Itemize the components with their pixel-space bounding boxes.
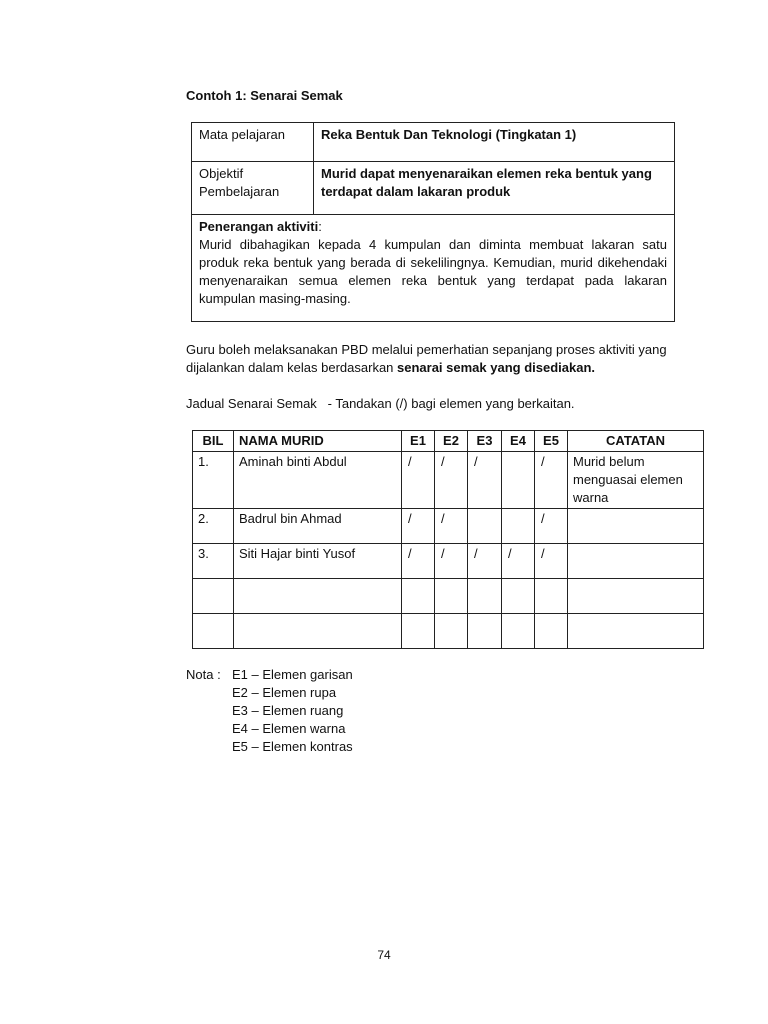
row-e3	[468, 579, 502, 614]
row-bil: 2.	[193, 509, 234, 544]
activity-cell	[192, 215, 675, 322]
row-e5: /	[535, 544, 568, 579]
row-nama	[234, 614, 402, 649]
row-e2	[435, 579, 468, 614]
row-e2: /	[435, 452, 468, 509]
row-e1	[402, 614, 435, 649]
activity-title-line	[199, 218, 667, 236]
checklist-table	[192, 430, 704, 649]
legend-label: Nota :	[186, 667, 221, 682]
objective-label	[192, 162, 314, 215]
activity-title-colon: :	[318, 219, 322, 234]
row-e5: /	[535, 509, 568, 544]
table-row	[193, 509, 704, 544]
subject-value: Reka Bentuk Dan Teknologi (Tingkatan 1)	[314, 123, 675, 162]
objective-label-line1: Objektif	[199, 166, 244, 181]
row-nama: Aminah binti Abdul	[234, 452, 402, 509]
row-bil: 1.	[193, 452, 234, 509]
header-nama: NAMA MURID	[234, 431, 402, 452]
row-bil	[193, 614, 234, 649]
activity-info-table	[191, 122, 675, 322]
legend-row	[186, 720, 353, 738]
row-e5	[535, 579, 568, 614]
legend-item: E3 – Elemen ruang	[232, 703, 344, 718]
info-row-objective	[192, 162, 675, 215]
row-catatan	[568, 579, 704, 614]
row-e4	[502, 579, 535, 614]
page-heading: Contoh 1: Senarai Semak	[186, 88, 343, 103]
row-e3	[468, 509, 502, 544]
legend-item: E5 – Elemen kontras	[232, 739, 353, 754]
checklist-instruction: Jadual Senarai Semak - Tandakan (/) bagi elemen yang berkaitan.	[186, 396, 575, 411]
legend-item: E1 – Elemen garisan	[232, 667, 353, 682]
header-e2: E2	[435, 431, 468, 452]
activity-description: Murid dibahagikan kepada 4 kumpulan dan diminta membuat lakaran satu produk reka bentuk yang berada di sekelilingnya. Kemudian, murid dikehendaki menyenaraikan semua elemen reka bentuk yang terdapat pada lakaran kumpulan masing-masing.	[199, 237, 667, 306]
assessment-text-bold: senarai semak yang disediakan.	[397, 360, 596, 375]
table-row	[193, 544, 704, 579]
row-bil: 3.	[193, 544, 234, 579]
row-e3: /	[468, 452, 502, 509]
row-e2: /	[435, 509, 468, 544]
row-e5: /	[535, 452, 568, 509]
header-e4: E4	[502, 431, 535, 452]
legend-item: E2 – Elemen rupa	[232, 685, 337, 700]
row-e1: /	[402, 452, 435, 509]
table-row	[193, 579, 704, 614]
activity-title: Penerangan aktiviti	[199, 219, 319, 234]
header-catatan: CATATAN	[568, 431, 704, 452]
row-e4	[502, 509, 535, 544]
assessment-paragraph	[186, 341, 696, 377]
header-e1: E1	[402, 431, 435, 452]
row-e3	[468, 614, 502, 649]
legend-row	[186, 666, 353, 684]
info-row-subject	[192, 123, 675, 162]
row-catatan: Murid belum menguasai elemen warna	[568, 452, 704, 509]
row-e1	[402, 579, 435, 614]
row-catatan	[568, 614, 704, 649]
row-bil	[193, 579, 234, 614]
header-bil: BIL	[193, 431, 234, 452]
objective-label-line2: Pembelajaran	[199, 184, 280, 199]
row-e4	[502, 452, 535, 509]
legend-item: E4 – Elemen warna	[232, 721, 346, 736]
objective-value: Murid dapat menyenaraikan elemen reka bentuk yang terdapat dalam lakaran produk	[314, 162, 675, 215]
row-e3: /	[468, 544, 502, 579]
legend-row	[186, 738, 353, 756]
legend-notes	[186, 666, 353, 756]
assessment-text: Guru boleh melaksanakan PBD melalui pemerhatian sepanjang proses aktiviti yang dijalankan dalam kelas berdasarkan	[186, 342, 667, 375]
legend-row	[186, 702, 353, 720]
checklist-header-row	[193, 431, 704, 452]
page-number: 74	[377, 948, 391, 962]
row-e2: /	[435, 544, 468, 579]
row-e2	[435, 614, 468, 649]
table-row	[193, 452, 704, 509]
info-row-activity	[192, 215, 675, 322]
row-e1: /	[402, 544, 435, 579]
row-nama: Badrul bin Ahmad	[234, 509, 402, 544]
legend-row	[186, 684, 353, 702]
table-row	[193, 614, 704, 649]
row-catatan	[568, 544, 704, 579]
header-e5: E5	[535, 431, 568, 452]
row-nama: Siti Hajar binti Yusof	[234, 544, 402, 579]
row-catatan	[568, 509, 704, 544]
subject-label: Mata pelajaran	[192, 123, 314, 162]
row-e5	[535, 614, 568, 649]
row-e4: /	[502, 544, 535, 579]
row-nama	[234, 579, 402, 614]
header-e3: E3	[468, 431, 502, 452]
row-e1: /	[402, 509, 435, 544]
row-e4	[502, 614, 535, 649]
